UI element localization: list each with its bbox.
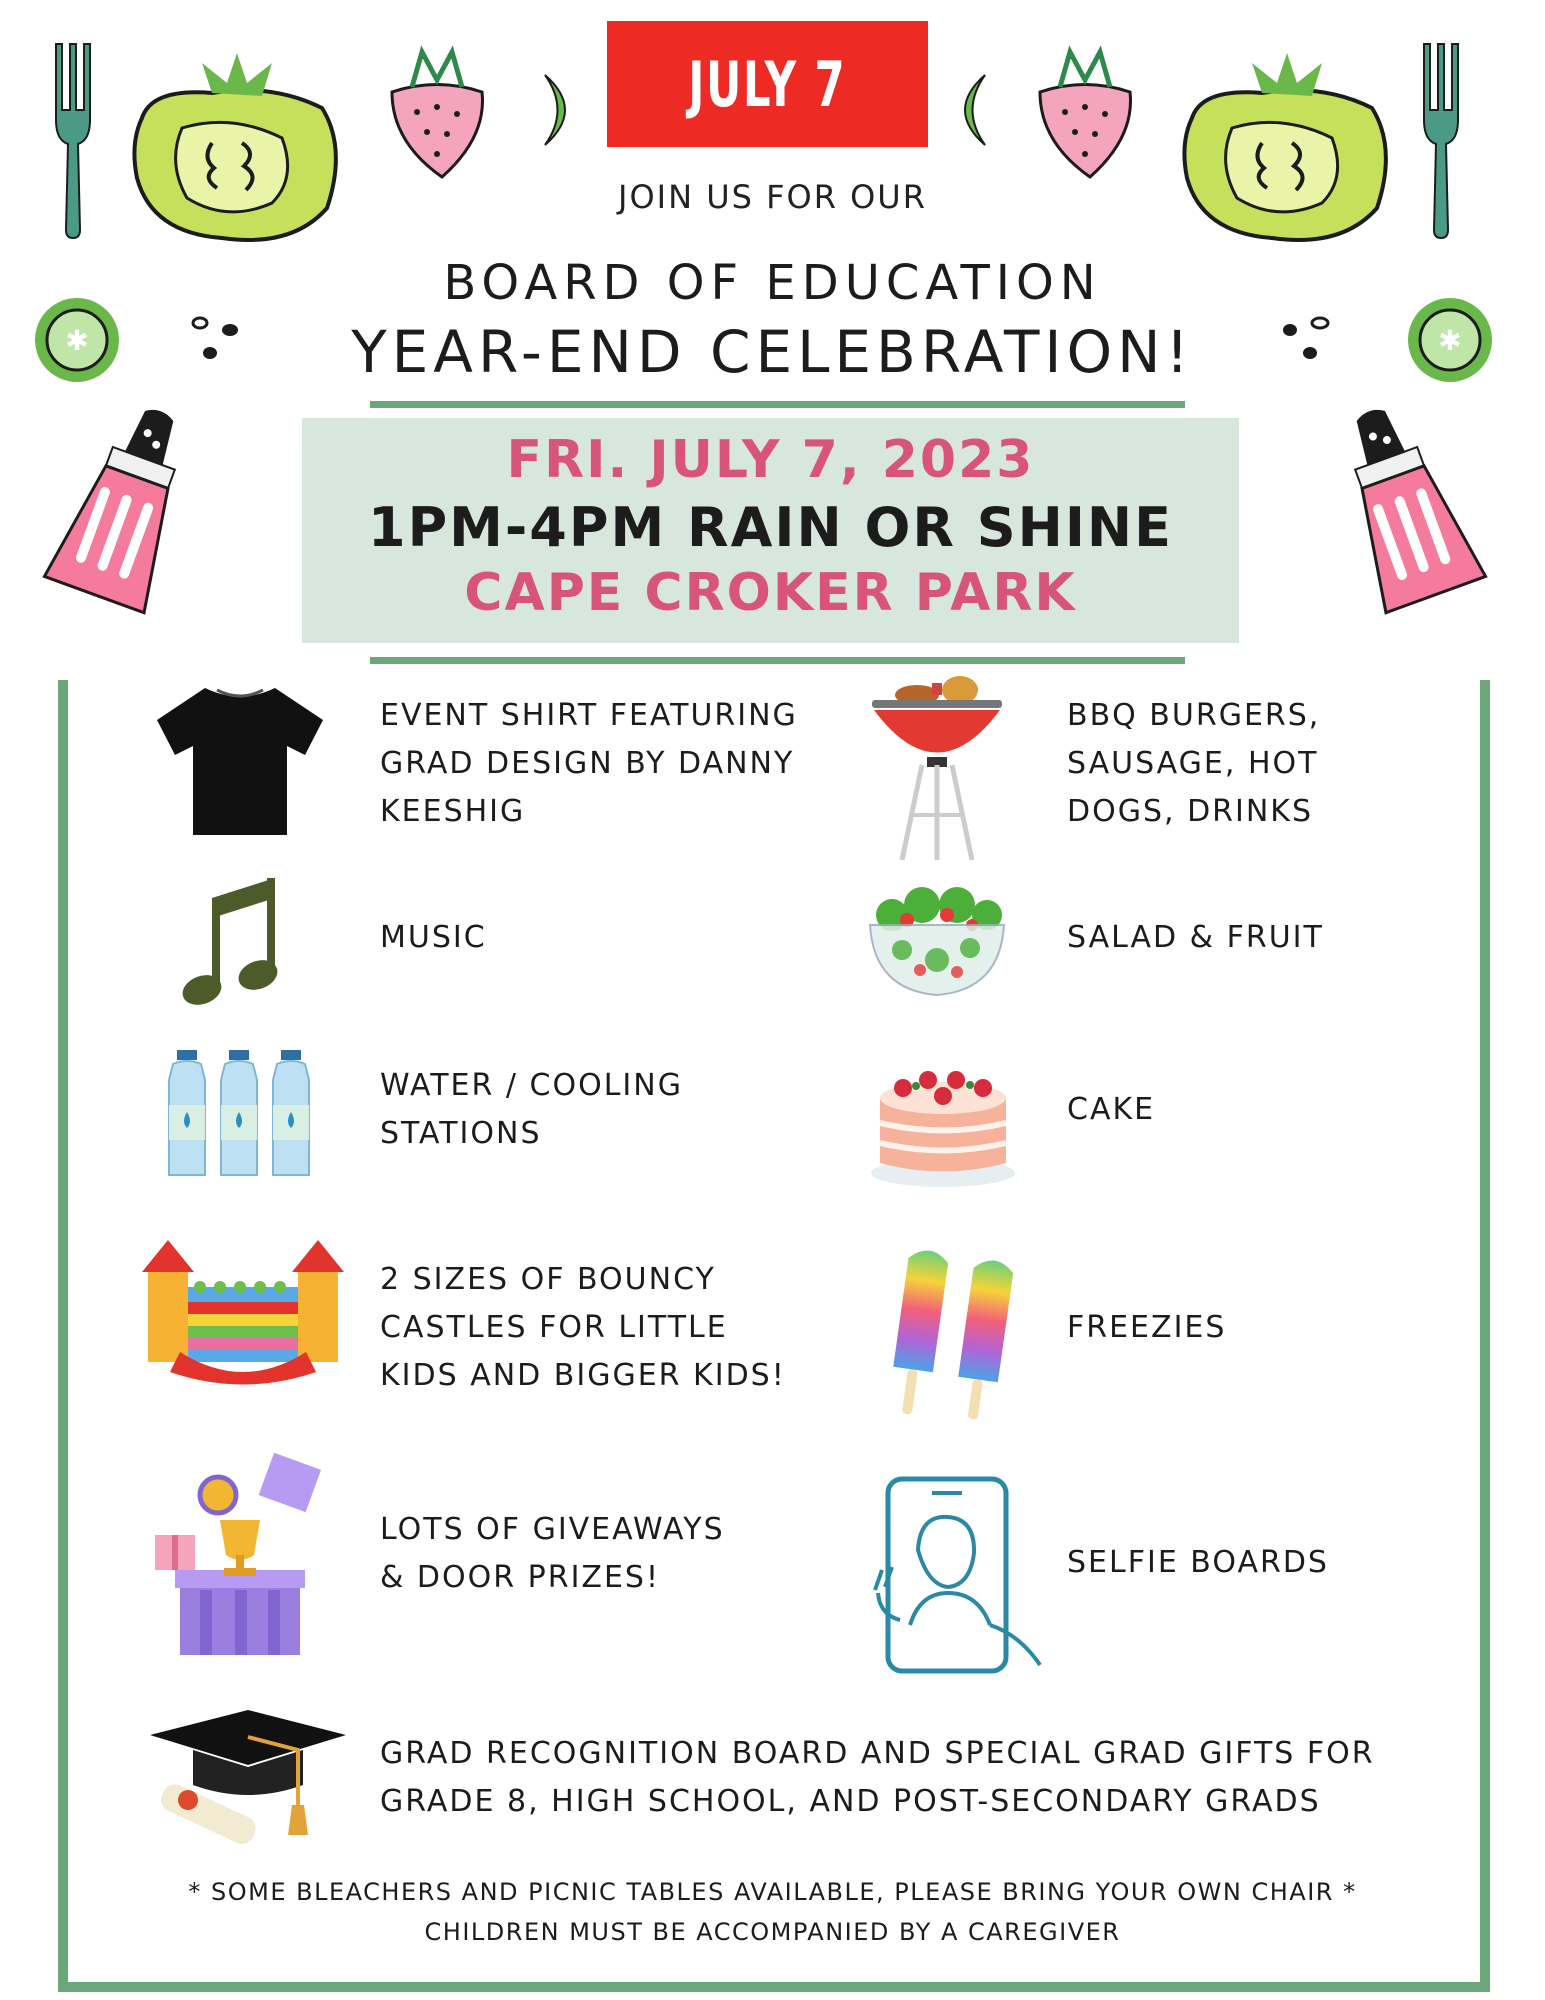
event-title: YEAR-END CELEBRATION! (351, 318, 1194, 386)
tshirt-icon (155, 680, 325, 840)
divider (370, 657, 1185, 664)
item-line: KIDS AND BIGGER KIDS! (380, 1358, 786, 1393)
item-line: WATER / COOLING (380, 1068, 683, 1103)
item-line: CAKE (1067, 1092, 1156, 1127)
salt-shaker-icon (1330, 400, 1480, 620)
item-line: LOTS OF GIVEAWAYS (380, 1512, 725, 1547)
item-grad (380, 1730, 1375, 1826)
item-line: KEESHIG (380, 794, 526, 829)
date-banner-text: JULY 7 (688, 47, 847, 121)
event-date: FRI. JULY 7, 2023 (506, 430, 1035, 490)
date-banner (607, 21, 928, 147)
item-line: GRAD DESIGN BY DANNY (380, 746, 795, 781)
org-title: BOARD OF EDUCATION (443, 255, 1102, 311)
item-line: 2 SIZES OF BOUNCY (380, 1262, 716, 1297)
item-line: DOGS, DRINKS (1067, 794, 1314, 829)
bouncy-castle-icon (140, 1232, 345, 1382)
grad-cap-icon (148, 1705, 348, 1855)
item-selfie (1067, 1539, 1329, 1587)
item-line: GRADE 8, HIGH SCHOOL, AND POST-SECONDARY GRADS (380, 1784, 1321, 1819)
item-salad (1067, 914, 1324, 962)
item-line: SAUSAGE, HOT (1067, 746, 1319, 781)
item-line: & DOOR PRIZES! (380, 1560, 660, 1595)
strawberry-icon (1030, 42, 1140, 182)
item-line: MUSIC (380, 920, 487, 955)
music-note-icon (180, 868, 290, 1008)
tomato-icon (122, 48, 352, 248)
item-castles (380, 1256, 786, 1400)
note-children: CHILDREN MUST BE ACCOMPANIED BY A CAREGIVER (424, 1918, 1121, 1946)
item-giveaways (380, 1506, 725, 1602)
gift-trophy-icon (150, 1450, 340, 1660)
water-bottles-icon (165, 1050, 320, 1180)
item-line: SALAD & FRUIT (1067, 920, 1324, 955)
salt-shaker-icon (50, 400, 200, 620)
salad-icon (862, 880, 1012, 1000)
svg-text:✱: ✱ (1438, 324, 1462, 357)
item-cake (1067, 1086, 1155, 1134)
item-line: BBQ BURGERS, (1067, 698, 1321, 733)
item-line: GRAD RECOGNITION BOARD AND SPECIAL GRAD GIFTS FOR (380, 1736, 1375, 1771)
note-seating: * SOME BLEACHERS AND PICNIC TABLES AVAILABLE, PLEASE BRING YOUR OWN CHAIR * (188, 1878, 1357, 1906)
event-details-box (302, 418, 1239, 643)
item-shirt (380, 692, 798, 836)
divider (370, 401, 1185, 408)
strawberry-icon (382, 42, 492, 182)
event-time: 1PM-4PM RAIN OR SHINE (368, 496, 1173, 559)
tomato-icon (1172, 48, 1402, 248)
item-line: STATIONS (380, 1116, 542, 1151)
item-music (380, 914, 487, 962)
item-line: EVENT SHIRT FEATURING (380, 698, 798, 733)
item-line: CASTLES FOR LITTLE (380, 1310, 728, 1345)
item-line: SELFIE BOARDS (1067, 1545, 1329, 1580)
item-line: FREEZIES (1067, 1310, 1227, 1345)
cake-icon (868, 1058, 1018, 1188)
cucumber-icon (535, 70, 585, 150)
grill-icon (862, 665, 1012, 865)
item-bbq (1067, 692, 1320, 836)
join-text: JOIN US FOR OUR (618, 178, 927, 216)
cucumber-icon (945, 70, 995, 150)
selfie-phone-icon (870, 1475, 1050, 1675)
svg-text:✱: ✱ (65, 324, 89, 357)
item-freezies (1067, 1304, 1226, 1352)
popsicle-icon (880, 1240, 1030, 1425)
item-water (380, 1062, 683, 1158)
event-location: CAPE CROKER PARK (464, 563, 1077, 623)
